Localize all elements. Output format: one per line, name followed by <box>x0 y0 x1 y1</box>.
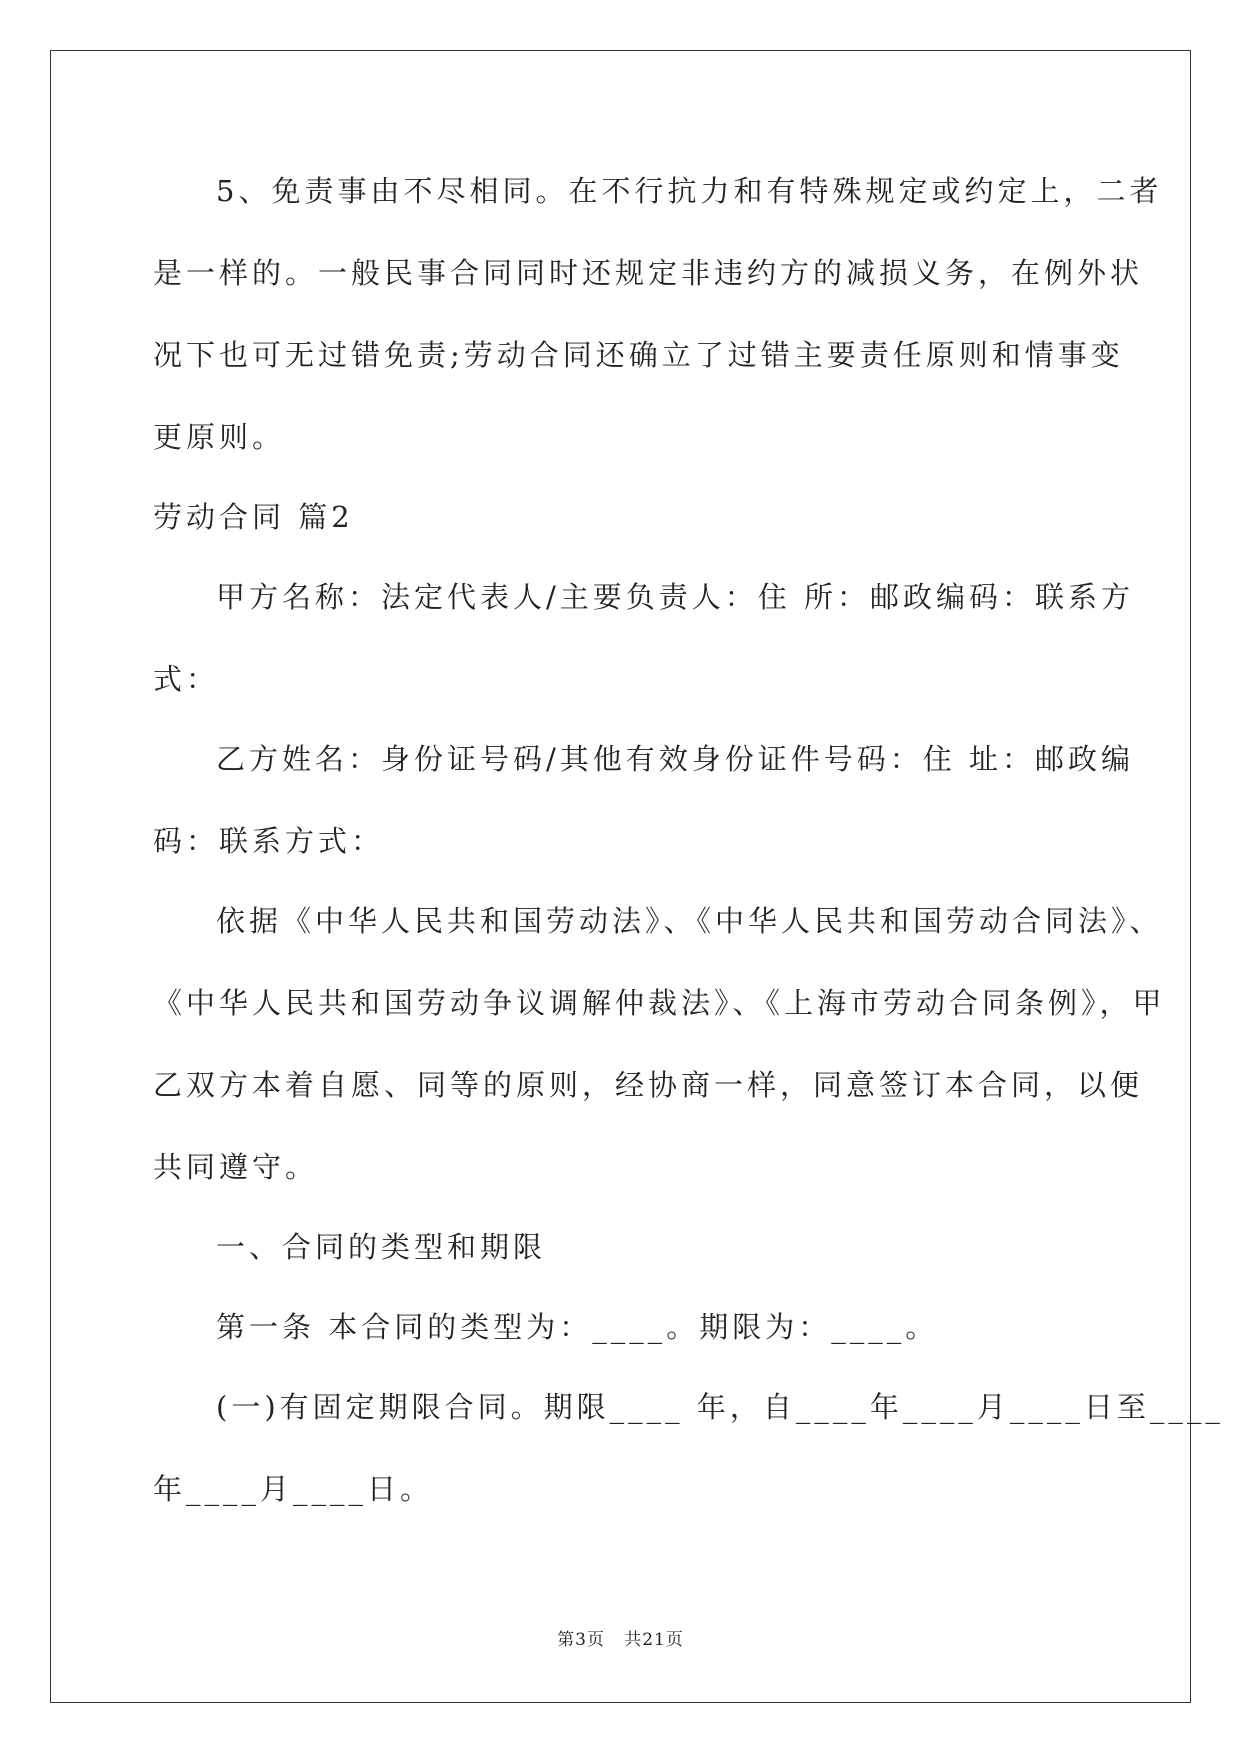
text-line: 年____月____日。 <box>153 1472 434 1506</box>
text-line: 共同遵守。 <box>153 1150 319 1184</box>
page-footer <box>0 1625 1241 1650</box>
article-1: 第一条 本合同的类型为：____。期限为：____。 <box>216 1310 939 1344</box>
text-line: 码：联系方式： <box>153 824 385 858</box>
text-line: 乙双方本着自愿、同等的原则，经协商一样，同意签订本合同，以便 <box>153 1068 1144 1102</box>
text-line: 式： <box>153 662 220 696</box>
text-line: 5、免责事由不尽相同。在不行抗力和有特殊规定或约定上，二者 <box>216 174 1163 208</box>
paragraph-liability-exemption <box>153 160 1163 486</box>
paragraph-party-a <box>153 566 1134 728</box>
text-line: 更原则。 <box>153 420 286 454</box>
page-number: 第3页 <box>557 1630 605 1650</box>
text-line: 依据《中华人民共和国劳动法》、《中华人民共和国劳动合同法》、 <box>216 904 1163 938</box>
chapter-title: 一、合同的类型和期限 <box>216 1230 547 1264</box>
text-line: 甲方名称：法定代表人/主要负责人：住 所：邮政编码：联系方 <box>216 580 1134 614</box>
page-total: 共21页 <box>624 1630 684 1650</box>
text-line: 是一样的。一般民事合同同时还规定非违约方的减损义务，在例外状 <box>153 256 1144 290</box>
paragraph-legal-basis <box>153 890 1166 1216</box>
text-line: 况下也可无过错免责;劳动合同还确立了过错主要责任原则和情事变 <box>153 338 1124 372</box>
paragraph-fixed-term <box>153 1376 1224 1540</box>
text-line: 乙方姓名：身份证号码/其他有效身份证件号码：住 址：邮政编 <box>216 742 1134 776</box>
document-body <box>153 160 1224 1540</box>
text-line: 《中华人民共和国劳动争议调解仲裁法》、《上海市劳动合同条例》，甲 <box>153 986 1166 1020</box>
text-line: (一)有固定期限合同。期限____ 年，自____年____月____日至____ <box>216 1390 1224 1424</box>
section-title: 劳动合同 篇2 <box>153 500 354 534</box>
paragraph-party-b <box>153 728 1134 890</box>
